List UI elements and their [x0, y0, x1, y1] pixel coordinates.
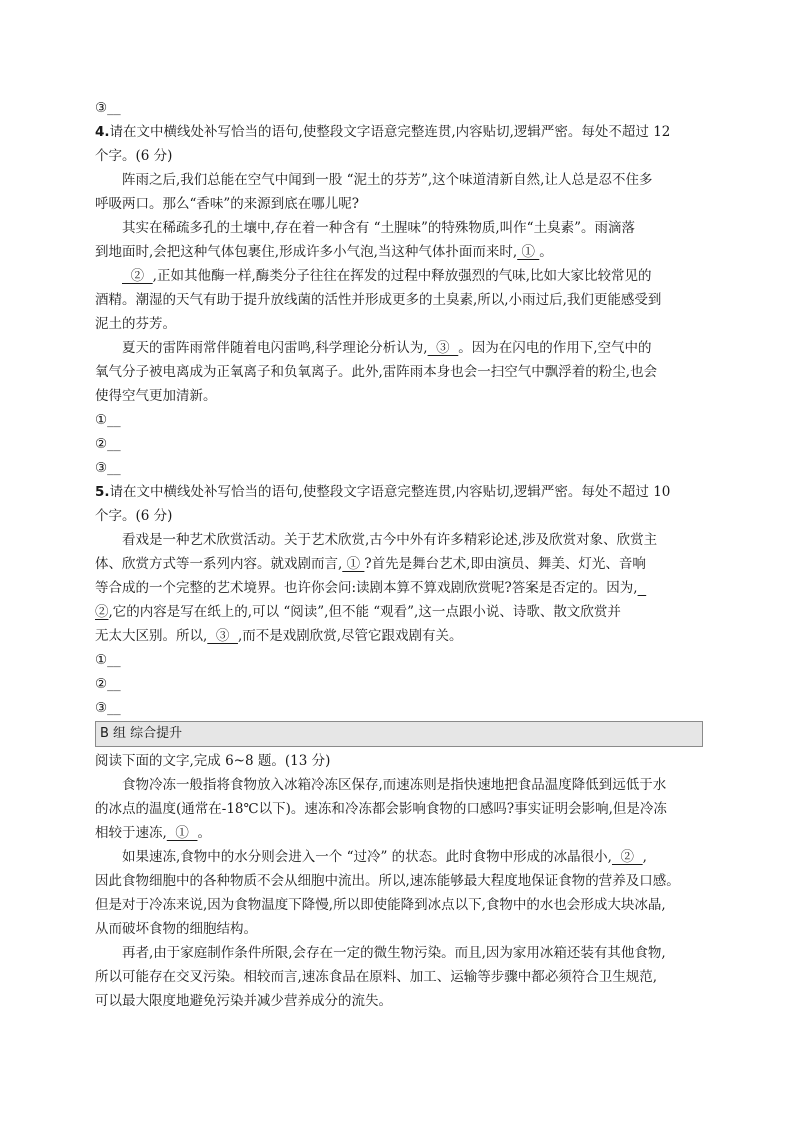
fill-blank-3: ③ — [207, 628, 238, 644]
reading-paragraph-3: 再者,由于家庭制作条件所限,会存在一定的微生物污染。而且,因为家用冰箱还装有其他食物, — [122, 945, 666, 961]
text-run: 到地面时,会把这种气体包裹住,形成许多小气泡,当这种气体扑面而来时, — [95, 244, 518, 260]
question-number: 5. — [95, 484, 110, 500]
fill-blank-3: ③ — [427, 340, 459, 356]
text-run: 。 — [539, 244, 553, 260]
q5-paragraph-1-l5 — [95, 624, 707, 648]
question-prompt: 请在文中横线处补写恰当的语句,使整段文字语意完整连贯,内容贴切,逻辑严密。每处不超过 12 — [109, 124, 671, 140]
answer-blank: __ — [107, 436, 121, 452]
fill-blank-1: ① — [166, 825, 198, 841]
question-5-prompt-cont: 个字。(6 分) — [95, 508, 173, 524]
answer-marker: ① — [95, 652, 108, 668]
text-run: 如果速冻,食物中的水分则会进入一个 “过冷” 的状态。此时食物中形成的冰晶很小, — [122, 849, 612, 865]
fill-blank-1: ① — [517, 244, 540, 260]
fill-blank-2-start — [638, 580, 647, 596]
text-run: 。 — [197, 825, 211, 841]
question-4-prompt — [95, 120, 707, 144]
q5-answer-line-2 — [95, 672, 707, 696]
q4-paragraph-4-cont: 氧气分子被电离成为正氧离子和负氧离子。此外,雷阵雨本身也会一扫空气中飘浮着的粉尘,也会 — [95, 364, 658, 380]
q4-answer-line-2 — [95, 432, 707, 456]
text-run: ,它的内容是写在纸上的,可以 “阅读”,但不能 “观看”,这一点跟小说、诗歌、散文欣赏并 — [108, 604, 621, 620]
answer-marker: ② — [95, 676, 108, 692]
q5-answer-line-3 — [95, 696, 707, 720]
question-4-prompt-cont: 个字。(6 分) — [95, 148, 173, 164]
answer-blank: __ — [107, 700, 121, 716]
answer-blank: __ — [107, 100, 121, 116]
text-run: 无太大区别。所以, — [95, 628, 208, 644]
q5-paragraph-1-l2 — [95, 552, 707, 576]
answer-marker: ③ — [95, 100, 108, 116]
reading-paragraph-2-l4: 从而破坏食物的细胞结构。 — [95, 921, 257, 937]
text-run: 相较于速冻, — [95, 825, 167, 841]
answer-marker: ② — [95, 436, 108, 452]
q4-paragraph-1-cont: 呼吸两口。那么“香味”的来源到底在哪儿呢? — [95, 196, 360, 212]
fill-blank-2: ② — [122, 268, 153, 284]
q4-paragraph-4-end: 使得空气更加清新。 — [95, 388, 217, 404]
text-run: 体、欣赏方式等一系列内容。就戏剧而言, — [95, 556, 343, 572]
q4-paragraph-1: 阵雨之后,我们总能在空气中闻到一股 “泥土的芬芳”,这个味道清新自然,让人总是忍不住多 — [122, 172, 653, 188]
reading-paragraph-3-l3: 可以最大限度地避免污染并减少营养成分的流失。 — [95, 993, 392, 1009]
fill-blank-2: ② — [611, 849, 643, 865]
reading-paragraph-2-l2: 因此食物细胞中的各种物质不会从细胞中流出。所以,速冻能够最大程度地保证食物的营养及口感。 — [95, 873, 680, 889]
q4-paragraph-2: 其实在稀疏多孔的土壤中,存在着一种含有 “土腥味”的特殊物质,叫作“土臭素”。雨滴落 — [122, 220, 635, 236]
reading-block — [95, 749, 707, 1013]
fill-blank-1: ① — [342, 556, 365, 572]
reading-paragraph-2-l3: 但是对于冷冻来说,因为食物温度下降慢,所以即使能降到冰点以下,食物中的水也会形成大块冰晶, — [95, 897, 666, 913]
q4-paragraph-3-end: 泥土的芬芳。 — [95, 316, 176, 332]
answer-blank: __ — [107, 412, 121, 428]
reading-intro: 阅读下面的文字,完成 6~8 题。(13 分) — [95, 753, 331, 769]
answer-marker: ③ — [95, 460, 108, 476]
q5-paragraph-1-l4 — [95, 600, 707, 624]
fill-blank-2: ② — [95, 604, 109, 620]
answer-blank: __ — [107, 460, 121, 476]
answer-marker: ③ — [95, 700, 108, 716]
text-run: 。因为在闪电的作用下,空气中的 — [458, 340, 652, 356]
question-number: 4. — [95, 124, 110, 140]
reading-paragraph-1-l2: 的冰点的温度(通常在-18℃以下)。速冻和冷冻都会影响食物的口感吗?事实证明会影响,但是冷冻 — [95, 801, 667, 817]
q4-paragraph-4 — [95, 336, 707, 360]
q5-paragraph-1: 看戏是一种艺术欣赏活动。关于艺术欣赏,古今中外有许多精彩论述,涉及欣赏对象、欣赏主 — [122, 532, 658, 548]
section-b-header: B 组 综合提升 — [95, 721, 703, 747]
answer-blank: __ — [107, 652, 121, 668]
q4-answer-line-1 — [95, 408, 707, 432]
exercise-block-a — [95, 96, 707, 720]
q4-paragraph-2-cont — [95, 240, 707, 264]
q4-answer-line-3 — [95, 456, 707, 480]
reading-paragraph-1: 食物冷冻一般指将食物放入冰箱冷冻区保存,而速冻则是指快速地把食品温度降低到远低于水 — [122, 777, 667, 793]
text-run: ,正如其他酶一样,酶类分子往往在挥发的过程中释放强烈的气味,比如大家比较常见的 — [152, 268, 652, 284]
reading-paragraph-2 — [95, 845, 707, 869]
reading-paragraph-1-l3 — [95, 821, 707, 845]
question-5-prompt — [95, 480, 707, 504]
text-run: , — [642, 849, 647, 865]
q5-answer-line-1 — [95, 648, 707, 672]
text-run: 等合成的一个完整的艺术境界。也许你会问:读剧本算不算戏剧欣赏呢?答案是否定的。因为, — [95, 580, 638, 596]
answer-blank: __ — [107, 676, 121, 692]
text-run: 夏天的雷阵雨常伴随着电闪雷鸣,科学理论分析认为, — [122, 340, 428, 356]
reading-paragraph-3-l2: 所以可能存在交叉污染。相较而言,速冻食品在原料、加工、运输等步骤中都必须符合卫生规范, — [95, 969, 658, 985]
q4-paragraph-3-cont: 酒精。潮湿的天气有助于提升放线菌的活性并形成更多的土臭素,所以,小雨过后,我们更能感受到 — [95, 292, 662, 308]
answer-line-3 — [95, 96, 707, 120]
answer-marker: ① — [95, 412, 108, 428]
question-prompt: 请在文中横线处补写恰当的语句,使整段文字语意完整连贯,内容贴切,逻辑严密。每处不超过 10 — [109, 484, 671, 500]
q4-paragraph-3 — [95, 264, 707, 288]
q5-paragraph-1-l3 — [95, 576, 707, 600]
text-run: ,而不是戏剧欣赏,尽管它跟戏剧有关。 — [237, 628, 463, 644]
text-run: ?首先是舞台艺术,即由演员、舞美、灯光、音响 — [364, 556, 646, 572]
